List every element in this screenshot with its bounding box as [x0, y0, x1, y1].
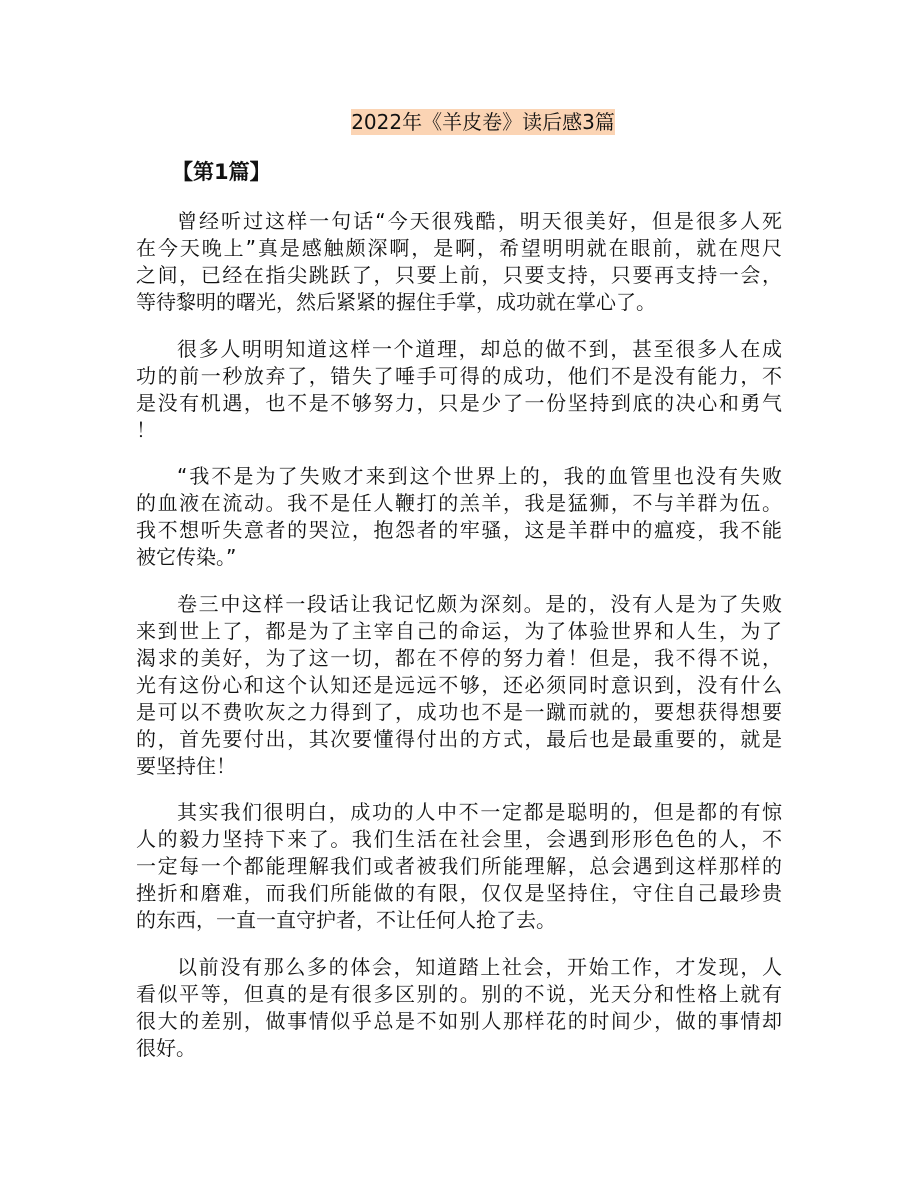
paragraph [136, 463, 782, 571]
text-line: 等待黎明的曙光，然后紧紧的握住手掌，成功就在掌心了。 [136, 290, 656, 314]
document-body [136, 208, 782, 1081]
paragraph [136, 954, 782, 1062]
text-line: 被它传染。” [136, 545, 237, 569]
paragraph [136, 208, 782, 316]
text-line: 其实我们很明白，成功的人中不一定都是聪明的，但是都的有惊 [177, 800, 782, 824]
text-line: 的东西，一直一直守护者，不让任何人抢了去。 [136, 908, 556, 932]
text-line: 来到世上了，都是为了主宰自己的命运，为了体验世界和人生，为了 [136, 618, 782, 643]
text-line: 的血液在流动。我不是任人鞭打的羔羊，我是猛狮，不与羊群为伍。 [136, 491, 782, 515]
text-line: 功的前一秒放弃了，错失了唾手可得的成功，他们不是没有能力，不 [136, 363, 782, 388]
text-line: 在今天晚上”真是感触颇深啊，是啊，希望明明就在眼前，就在咫尺 [136, 236, 782, 260]
text-line: 挫折和磨难，而我们所能做的有限，仅仅是坚持住，守住自己最珍贵 [136, 881, 782, 905]
text-line: 光有这份心和这个认知还是远远不够，还必须同时意识到，没有什么 [136, 672, 782, 697]
text-line: 看似平等，但真的是有很多区别的。别的不说，光天分和性格上就有 [136, 981, 782, 1006]
text-line: 很大的差别，做事情似乎总是不如别人那样花的时间少，做的事情却 [136, 1008, 782, 1033]
section-heading: 【第1篇】 [172, 160, 271, 184]
text-line: 的，首先要付出，其次要懂得付出的方式，最后也是最重要的，就是 [136, 726, 782, 751]
text-line: 是可以不费吹灰之力得到了，成功也不是一蹴而就的，要想获得想要 [136, 699, 782, 724]
text-line: “我不是为了失败才来到这个世界上的，我的血管里也没有失败 [177, 464, 782, 488]
text-line: 人的毅力坚持下来了。我们生活在社会里，会遇到形形色色的人，不 [136, 827, 782, 851]
text-line: 一定每一个都能理解我们或者被我们所能理解，总会遇到这样那样的 [136, 854, 782, 878]
text-line: 是没有机遇，也不是不够努力，只是少了一份坚持到底的决心和勇气 [136, 390, 782, 415]
document-title: 2022年《羊皮卷》读后感3篇 [351, 110, 615, 134]
text-line: 渴求的美好，为了这一切，都在不停的努力着！但是，我不得不说， [136, 645, 782, 670]
text-line: 曾经听过这样一句话“今天很残酷，明天很美好，但是很多人死 [177, 209, 782, 233]
text-line: 很多人明明知道这样一个道理，却总的做不到，甚至很多人在成 [177, 336, 782, 361]
text-line: 之间，已经在指尖跳跃了，只要上前，只要支持，只要再支持一会， [136, 263, 782, 287]
paragraph [136, 336, 782, 444]
paragraph [136, 591, 782, 780]
paragraph [136, 799, 782, 934]
text-line: ！ [136, 417, 156, 442]
text-line: 要坚持住！ [136, 753, 236, 778]
text-line: 卷三中这样一段话让我记忆颇为深刻。是的，没有人是为了失败 [177, 591, 782, 616]
text-line: 以前没有那么多的体会，知道踏上社会，开始工作，才发现，人 [177, 954, 782, 979]
text-line: 很好。 [136, 1035, 196, 1060]
text-line: 我不想听失意者的哭泣，抱怨者的牢骚，这是羊群中的瘟疫，我不能 [136, 518, 782, 542]
